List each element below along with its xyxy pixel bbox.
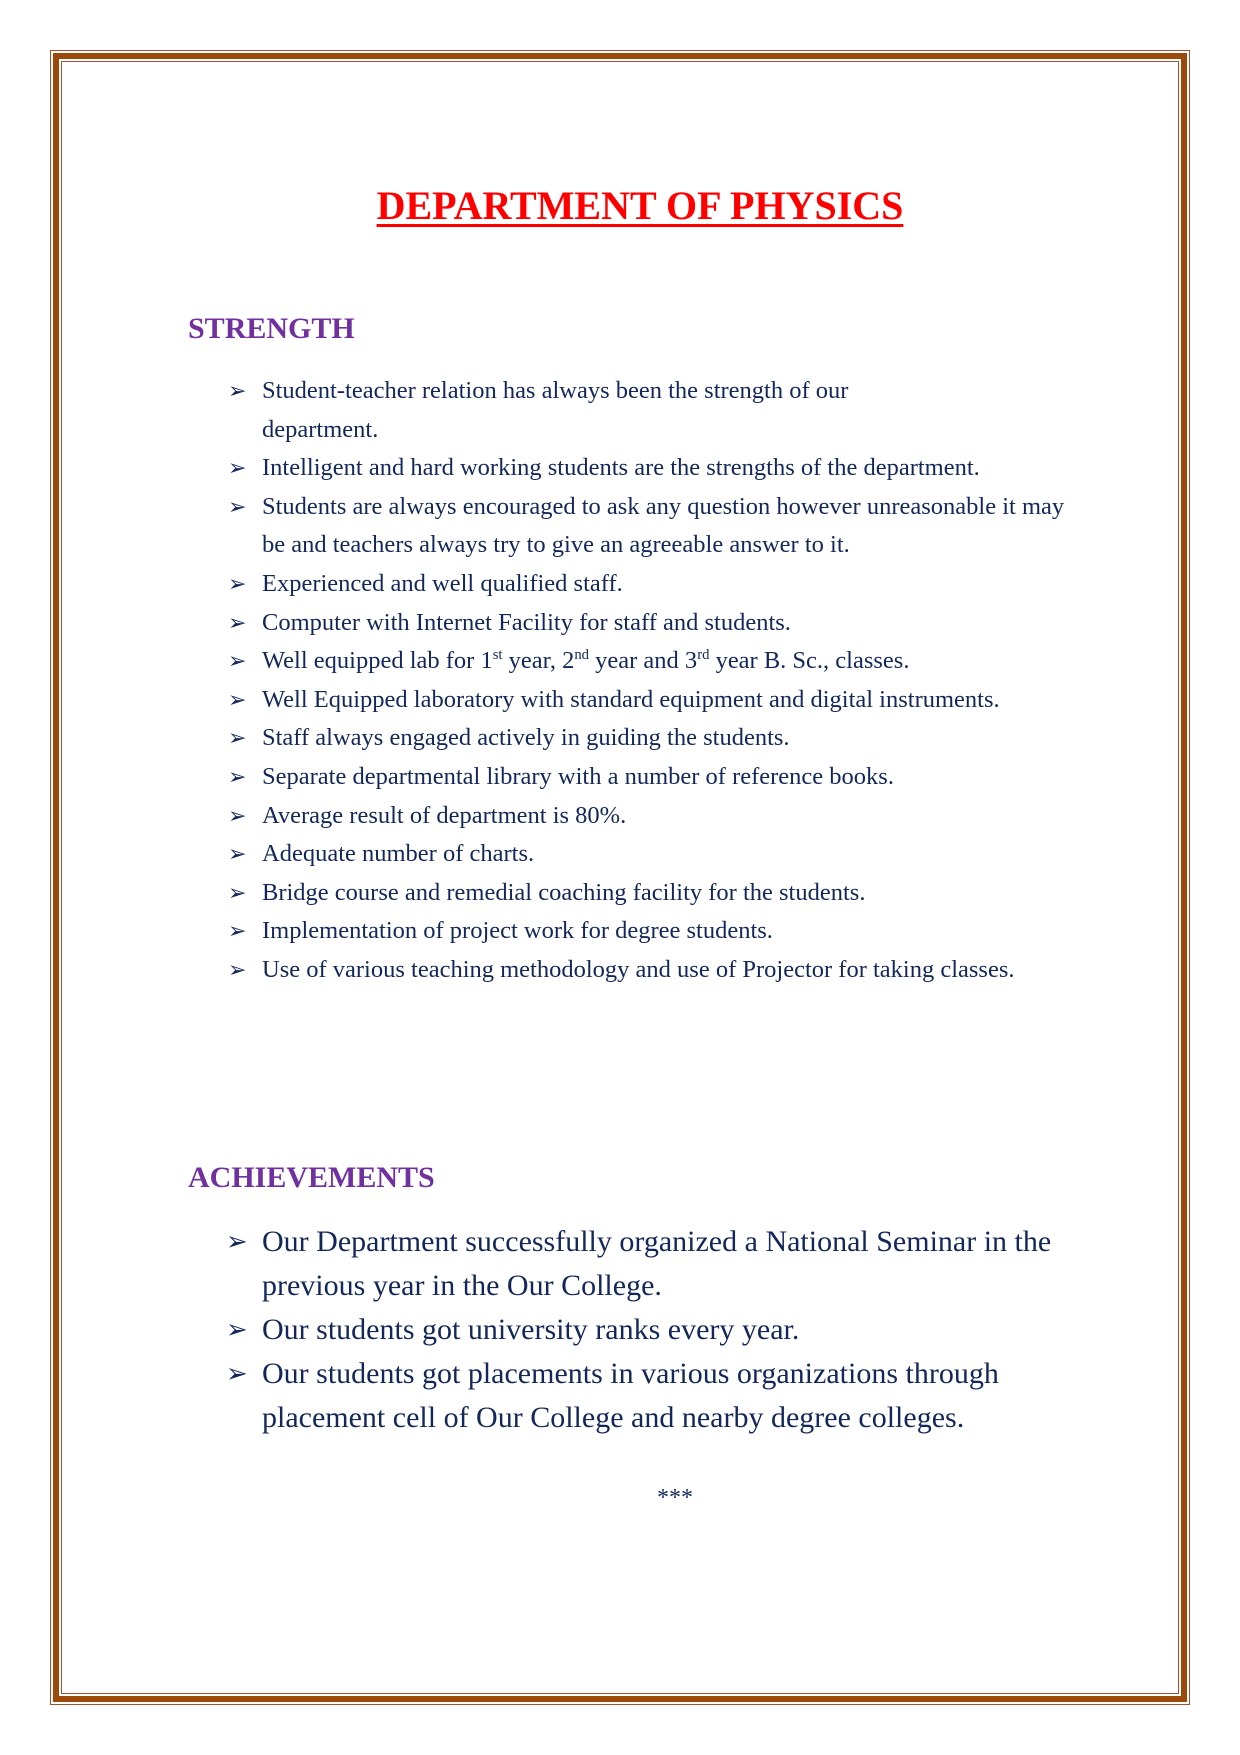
achievements-heading: ACHIEVEMENTS: [188, 1161, 435, 1194]
arrowhead-bullet-icon: ➢: [228, 956, 247, 982]
arrowhead-bullet-icon: ➢: [228, 918, 247, 944]
list-item: ➢ Computer with Internet Facility for staff and students.: [262, 604, 1086, 643]
arrowhead-bullet-icon: ➢: [228, 686, 247, 712]
list-item: ➢ Intelligent and hard working students are the strengths of the department.: [262, 449, 1086, 488]
arrowhead-bullet-icon: ➢: [228, 570, 247, 596]
list-item: ➢ Our students got university ranks every year.: [262, 1308, 1086, 1352]
list-item: ➢ Implementation of project work for degree students.: [262, 912, 1086, 951]
list-item: ➢ Student-teacher relation has always been the strength of our department.: [262, 372, 962, 449]
arrowhead-bullet-icon: ➢: [228, 841, 247, 867]
strength-list: [228, 372, 1086, 990]
list-item: ➢ Well equipped lab for 1st year, 2nd year and 3rd year B. Sc., classes.: [262, 642, 1086, 681]
list-item: ➢ Staff always engaged actively in guiding the students.: [262, 719, 1086, 758]
list-item: ➢ Adequate number of charts.: [262, 835, 1086, 874]
arrowhead-bullet-icon: ➢: [228, 455, 247, 481]
list-item: ➢ Use of various teaching methodology and use of Projector for taking classes.: [262, 951, 1086, 990]
arrowhead-bullet-icon: ➢: [228, 493, 247, 519]
arrowhead-bullet-icon: ➢: [226, 1227, 248, 1256]
list-item: ➢ Separate departmental library with a number of reference books.: [262, 758, 1086, 797]
list-item: ➢ Our Department successfully organized a National Seminar in the previous year in the Our College.: [262, 1220, 1072, 1308]
arrowhead-bullet-icon: ➢: [228, 648, 247, 674]
list-item: ➢ Our students got placements in various organizations through placement cell of Our College and nearby degree colleges.: [262, 1352, 1086, 1440]
list-item: ➢ Well Equipped laboratory with standard equipment and digital instruments.: [262, 681, 1022, 720]
list-item: ➢ Average result of department is 80%.: [262, 797, 1086, 836]
end-mark: ***: [657, 1485, 693, 1511]
list-item: ➢ Bridge course and remedial coaching facility for the students.: [262, 874, 1086, 913]
arrowhead-bullet-icon: ➢: [228, 763, 247, 789]
list-item: ➢ Experienced and well qualified staff.: [262, 565, 1086, 604]
arrowhead-bullet-icon: ➢: [228, 378, 247, 403]
page-title: DEPARTMENT OF PHYSICS: [376, 183, 904, 228]
arrowhead-bullet-icon: ➢: [228, 609, 247, 635]
arrowhead-bullet-icon: ➢: [228, 725, 247, 751]
list-item: ➢ Students are always encouraged to ask any question however unreasonable it may be and teachers always try to give an agreeable answer to it.: [262, 488, 1086, 565]
arrowhead-bullet-icon: ➢: [228, 879, 247, 905]
arrowhead-bullet-icon: ➢: [226, 1315, 248, 1344]
achievements-list: [226, 1220, 1086, 1440]
arrowhead-bullet-icon: ➢: [228, 802, 247, 828]
strength-heading: STRENGTH: [188, 312, 355, 345]
arrowhead-bullet-icon: ➢: [226, 1359, 248, 1388]
